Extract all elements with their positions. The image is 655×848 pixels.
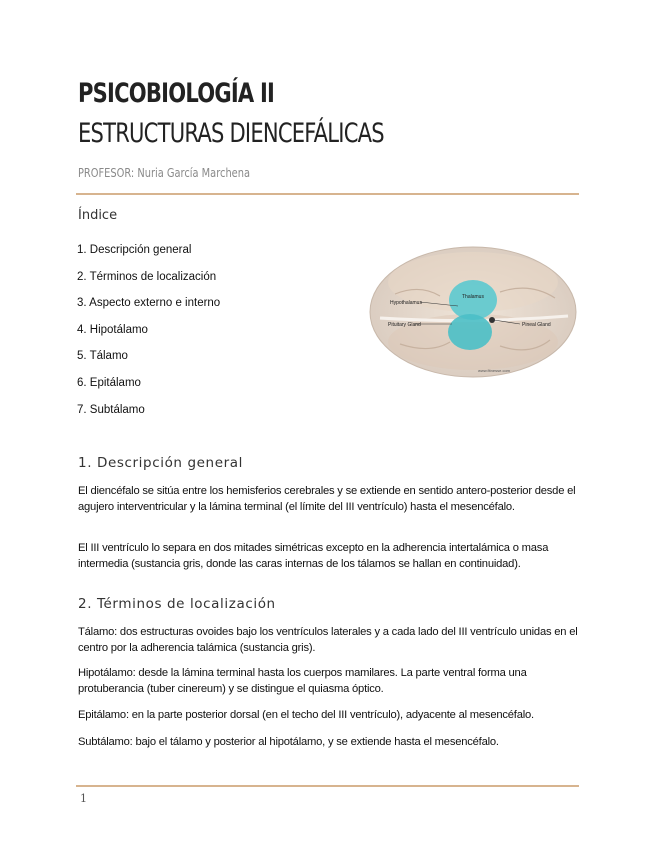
professor-line: PROFESOR: Nuria García Marchena: [78, 166, 251, 180]
thalamus-shape: [449, 280, 497, 320]
paragraph: El diencéfalo se sitúa entre los hemisferios cerebrales y se extiende en sentido antero-posterior desde el agujero interventricular y la lámina terminal (el límite del III ventrículo) hasta el mesencéfalo.: [78, 485, 576, 513]
index-item: 7. Subtálamo: [77, 403, 145, 416]
paragraph: Hipotálamo: desde la lámina terminal hasta los cuerpos mamilares. La parte ventral forma una protuberancia (tuber cinereum) y se distingue el quiasma óptico.: [78, 667, 527, 695]
label-watermark: www.fitnesse.com: [478, 368, 511, 373]
label-thalamus: Thalamus: [462, 294, 484, 300]
index-item: 4. Hipotálamo: [77, 323, 148, 336]
index-item: 3. Aspecto externo e interno: [77, 297, 221, 310]
hypothalamus-shape: [448, 314, 492, 350]
diencephalon-illustration: [360, 244, 582, 384]
footer-divider: [76, 785, 579, 787]
paragraph: Tálamo: dos estructuras ovoides bajo los ventrículos laterales y a cada lado del III ventrículo unidas en el centro por la adherencia talámica (sustancia gris).: [78, 626, 578, 654]
section-heading-descripcion: 1. Descripción general: [78, 455, 243, 471]
index-item: 6. Epitálamo: [77, 376, 141, 389]
index-item: 5. Tálamo: [77, 350, 128, 363]
paragraph: Subtálamo: bajo el tálamo y posterior al hipotálamo, y se extiende hasta el mesencéfalo.: [78, 736, 499, 748]
index-list: [77, 241, 220, 427]
paragraph: Epitálamo: en la parte posterior dorsal (en el techo del III ventrículo), adyacente al mesencéfalo.: [78, 709, 534, 721]
header-divider: [76, 193, 579, 195]
label-hypothalamus: Hypothalamus: [390, 300, 422, 306]
index-heading: Índice: [78, 208, 118, 223]
document-subtitle: ESTRUCTURAS DIENCEFÁLICAS: [78, 118, 384, 149]
page-number: 1: [80, 792, 87, 805]
index-item: 1. Descripción general: [77, 244, 192, 256]
document-title: PSICOBIOLOGÍA II: [78, 78, 275, 109]
section-heading-terminos: 2. Términos de localización: [78, 596, 276, 612]
paragraph: El III ventrículo lo separa en dos mitades simétricas excepto en la adherencia intertalámica o masa intermedia (sustancia gris, donde las caras internas de los tálamos se hallan en continuidad).: [78, 542, 549, 570]
label-pineal: Pineal Gland: [522, 322, 551, 328]
label-pituitary: Pituitary Gland: [388, 322, 421, 328]
index-item: 2. Términos de localización: [77, 270, 217, 283]
